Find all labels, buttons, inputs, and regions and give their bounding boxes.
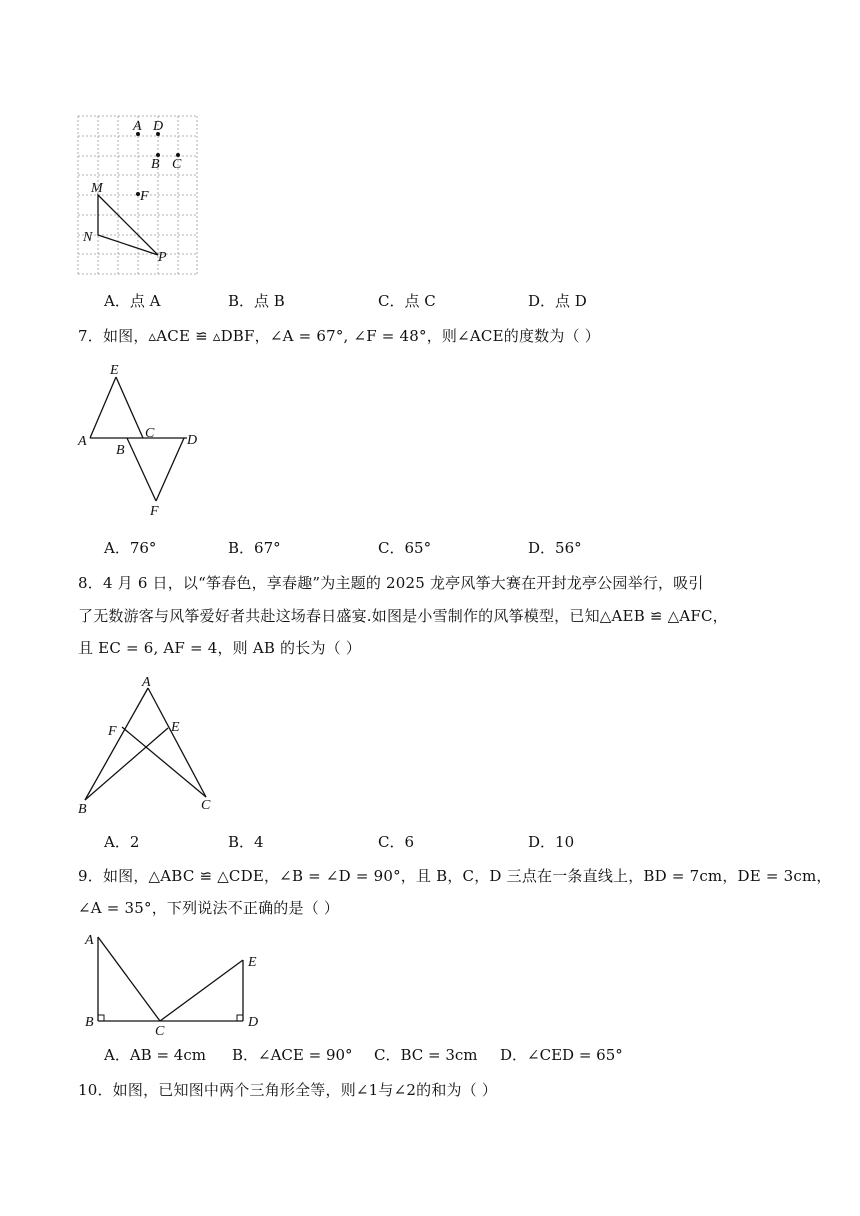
label-c: C [201, 798, 211, 813]
q8-option-b[interactable] [228, 832, 264, 852]
q9-stem-line-2: ∠A = 35°，下列说法不正确的是（ ） [78, 899, 340, 917]
q8-kite-figure [74, 672, 224, 818]
q9-stem-line-1: 9．如图，△ABC ≌ △CDE，∠B = ∠D = 90°，且 B，C，D 三点在一条直线上，BD = 7cm，DE = 3cm， [78, 867, 832, 885]
label-f: F [108, 724, 117, 739]
label-b: B [116, 443, 125, 458]
q8-option-a[interactable] [104, 832, 139, 852]
label-a: A [78, 434, 87, 449]
q9-right-triangles-figure [80, 928, 270, 1036]
q9-option-a[interactable] [104, 1045, 206, 1065]
option-text: 4 [254, 833, 264, 851]
label-b: B [78, 802, 87, 817]
q9-option-c[interactable] [374, 1045, 478, 1065]
label-e: E [171, 720, 180, 735]
option-text: AB = 4cm [129, 1046, 206, 1064]
label-c: C [155, 1024, 165, 1036]
label-c: C [145, 426, 155, 441]
option-letter: D． [528, 292, 556, 310]
label-d: D [153, 119, 164, 134]
q7-triangle-figure [74, 360, 204, 520]
triangle-mnp [98, 195, 158, 255]
q10-stem: 10．如图，已知图中两个三角形全等，则∠1与∠2的和为（ ） [78, 1081, 498, 1099]
label-e: E [248, 955, 257, 970]
label-a: A [133, 119, 142, 134]
q9-option-b[interactable] [232, 1045, 353, 1065]
option-letter: C． [378, 539, 405, 557]
q8-option-c[interactable] [378, 832, 414, 852]
option-text: 10 [555, 833, 575, 851]
option-text: 56° [555, 539, 582, 557]
option-text: 点 B [254, 292, 285, 310]
option-text: ∠CED = 65° [527, 1046, 623, 1064]
q7-option-d[interactable] [528, 538, 582, 558]
q8-stem-line-1: 8．4 月 6 日，以“筝春色，享春趣”为主题的 2025 龙亭风筝大赛在开封龙亭公园举行，吸引 [78, 574, 704, 592]
option-letter: A． [104, 539, 130, 557]
label-b: B [85, 1015, 94, 1030]
option-letter: D． [500, 1046, 528, 1064]
option-letter: B． [232, 1046, 259, 1064]
option-letter: A． [104, 833, 130, 851]
q6-grid-figure [76, 114, 200, 276]
option-text: 65° [404, 539, 432, 557]
q8-stem-line-3: 且 EC = 6, AF = 4，则 AB 的长为（ ） [78, 639, 362, 657]
label-d: D [187, 433, 198, 448]
label-a: A [142, 675, 151, 690]
option-letter: A． [104, 292, 130, 310]
q6-option-c[interactable] [378, 291, 436, 311]
label-p: P [158, 250, 167, 265]
option-text: 6 [404, 833, 415, 851]
option-letter: B． [228, 833, 255, 851]
q7-option-c[interactable] [378, 538, 431, 558]
label-d: D [248, 1015, 259, 1030]
q7-option-b[interactable] [228, 538, 281, 558]
option-letter: D． [528, 833, 556, 851]
option-text: 2 [129, 833, 140, 851]
q8-option-d[interactable] [528, 832, 574, 852]
label-b: B [151, 157, 160, 172]
label-f: F [140, 189, 149, 204]
q7-stem: 7．如图，▵ACE ≌ ▵DBF，∠A = 67°, ∠F = 48°，则∠ACE的度数为（ ） [78, 327, 600, 345]
q9-option-d[interactable] [500, 1045, 623, 1065]
right-angle-marks [98, 1015, 243, 1021]
label-f: F [150, 504, 159, 519]
q7-option-a[interactable] [104, 538, 156, 558]
label-a: A [85, 933, 94, 948]
option-letter: D． [528, 539, 556, 557]
option-letter: B． [228, 292, 255, 310]
option-text: 点 A [129, 292, 161, 310]
option-letter: B． [228, 539, 255, 557]
q6-option-a[interactable] [104, 291, 160, 311]
option-letter: C． [378, 833, 405, 851]
q6-option-d[interactable] [528, 291, 587, 311]
option-text: 67° [254, 539, 281, 557]
option-text: BC = 3cm [400, 1046, 478, 1064]
label-e: E [110, 363, 119, 378]
q6-option-b[interactable] [228, 291, 285, 311]
label-c: C [172, 157, 182, 172]
label-n: N [83, 230, 93, 245]
q8-stem-line-2: 了无数游客与风筝爱好者共赴这场春日盛宴.如图是小雪制作的风筝模型，已知△AEB ≌ △AFC， [78, 607, 728, 625]
option-letter: A． [104, 1046, 130, 1064]
label-m: M [91, 181, 103, 196]
option-letter: C． [374, 1046, 401, 1064]
option-text: ∠ACE = 90° [258, 1046, 353, 1064]
option-text: 点 C [404, 292, 436, 310]
option-text: 76° [129, 539, 157, 557]
option-text: 点 D [555, 292, 587, 310]
option-letter: C． [378, 292, 405, 310]
